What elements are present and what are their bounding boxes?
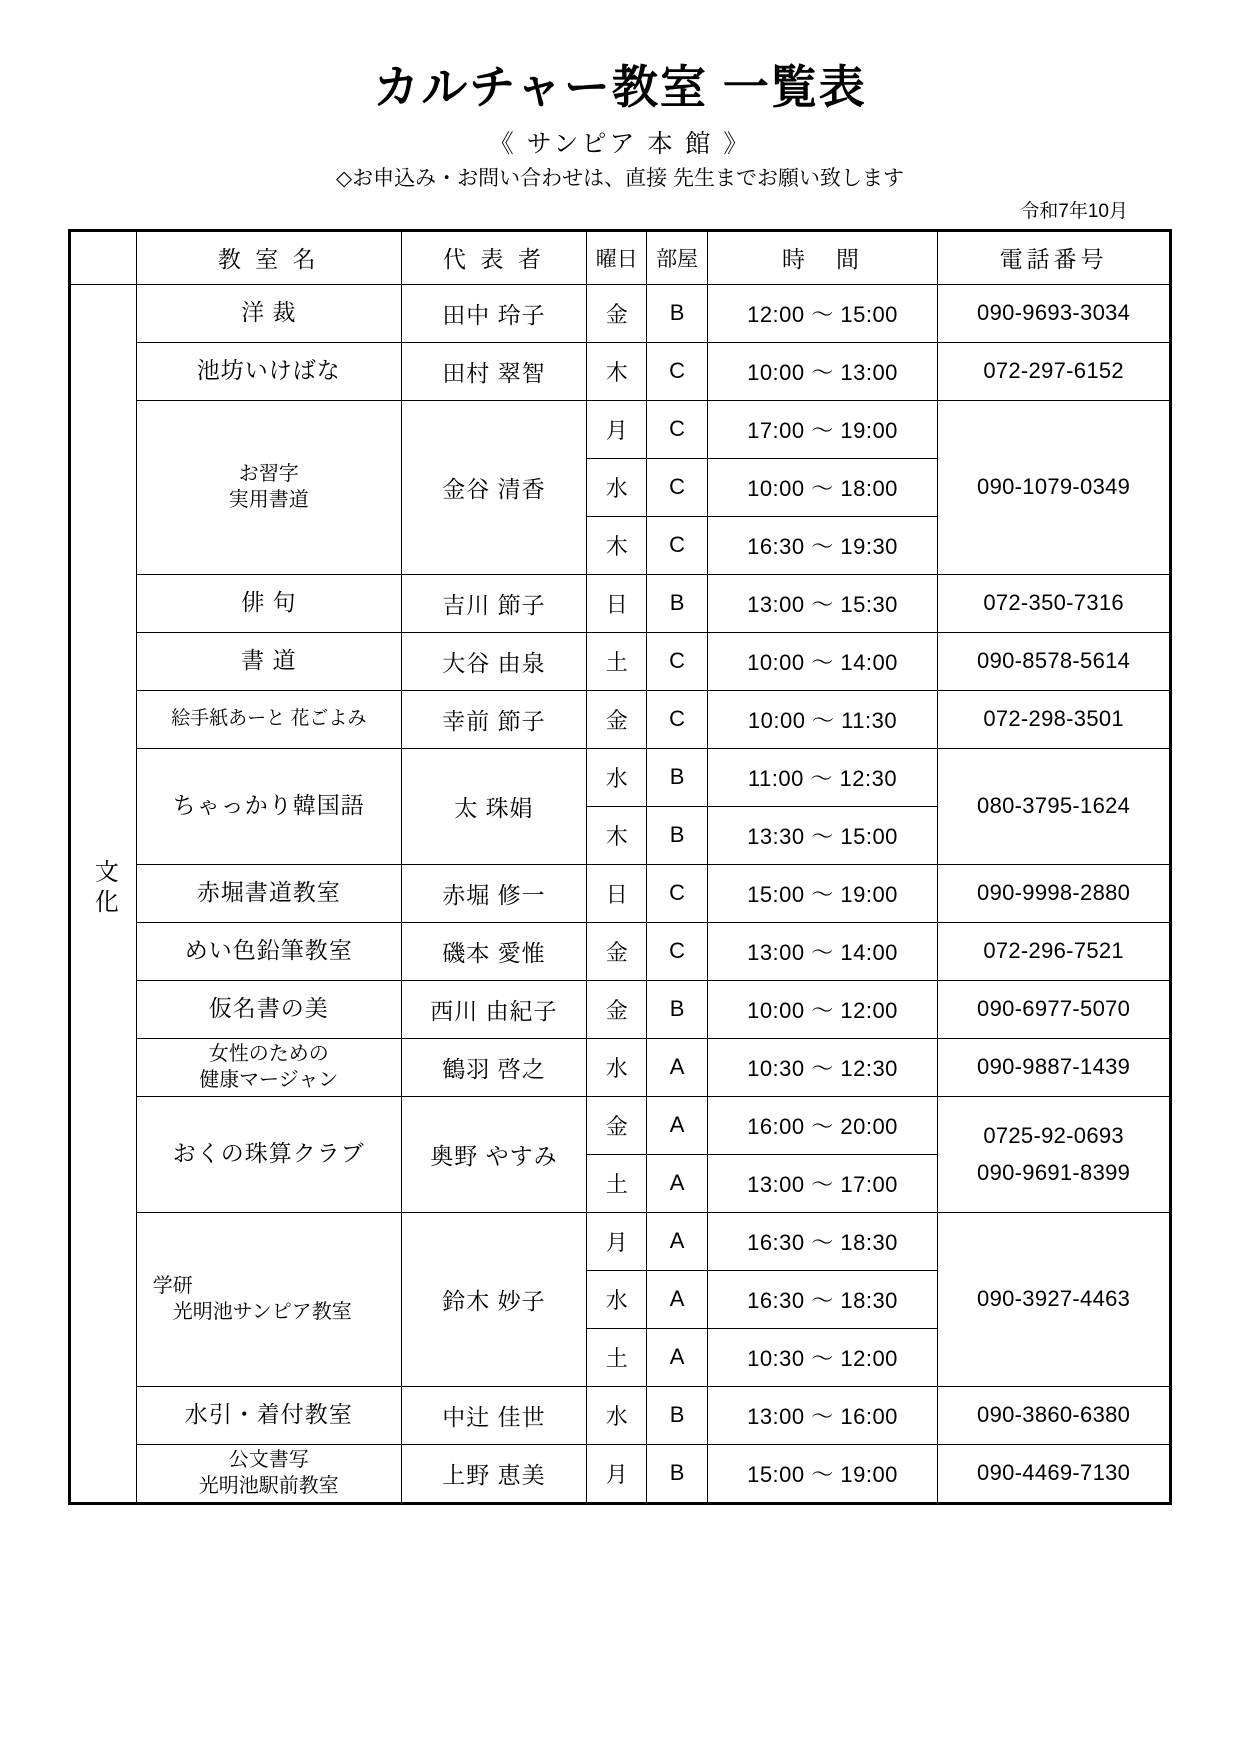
representative-cell: 奥野 やすみ: [401, 1096, 586, 1212]
representative-cell: 大谷 由泉: [401, 632, 586, 690]
venue-subtitle: 《 サンピア 本 館 》: [488, 129, 752, 158]
day-cell: 水: [587, 1038, 647, 1096]
day-cell: 金: [587, 1096, 647, 1154]
phone-cell: 0725-92-0693 090-9691-8399: [938, 1096, 1171, 1212]
table-row: [70, 980, 1171, 1038]
representative-cell: 幸前 節子: [401, 690, 586, 748]
time-cell: 15:00 ～ 19:00: [707, 864, 938, 922]
page-title: カルチャー教室 一覧表: [373, 61, 867, 113]
time-cell: 10:30 ～ 12:30: [707, 1038, 938, 1096]
table-row: [70, 1096, 1171, 1154]
category-cell: 文化: [70, 284, 137, 1503]
time-cell: 15:00 ～ 19:00: [707, 1444, 938, 1503]
day-cell: 金: [587, 980, 647, 1038]
representative-cell: 上野 恵美: [401, 1444, 586, 1503]
representative-cell: 中辻 佳世: [401, 1386, 586, 1444]
day-cell: 土: [587, 1328, 647, 1386]
phone-cell: 090-9693-3034: [938, 284, 1171, 342]
day-cell: 木: [587, 342, 647, 400]
issue-date: 令和7年10月: [1020, 200, 1128, 222]
time-cell: 16:30 ～ 18:30: [707, 1270, 938, 1328]
class-name-cell: おくの珠算クラブ: [136, 1096, 401, 1212]
phone-cell: 090-9887-1439: [938, 1038, 1171, 1096]
time-cell: 10:00 ～ 13:00: [707, 342, 938, 400]
day-cell: 月: [587, 1212, 647, 1270]
table-row: [70, 1212, 1171, 1270]
class-name-cell: 女性のための 健康マージャン: [136, 1038, 401, 1096]
room-cell: B: [647, 284, 707, 342]
day-cell: 金: [587, 690, 647, 748]
room-cell: B: [647, 1444, 707, 1503]
table-row: [70, 342, 1171, 400]
phone-cell: 090-9998-2880: [938, 864, 1171, 922]
class-name-cell: 書 道: [136, 632, 401, 690]
day-cell: 月: [587, 1444, 647, 1503]
class-schedule-table: [68, 229, 1172, 1505]
room-cell: B: [647, 748, 707, 806]
room-cell: C: [647, 400, 707, 458]
time-cell: 13:00 ～ 14:00: [707, 922, 938, 980]
room-cell: C: [647, 458, 707, 516]
room-cell: A: [647, 1212, 707, 1270]
phone-cell: 090-3927-4463: [938, 1212, 1171, 1386]
representative-cell: 田中 玲子: [401, 284, 586, 342]
day-cell: 水: [587, 748, 647, 806]
day-cell: 日: [587, 864, 647, 922]
room-cell: C: [647, 632, 707, 690]
phone-cell: 090-1079-0349: [938, 400, 1171, 574]
day-cell: 土: [587, 1154, 647, 1212]
day-cell: 水: [587, 1386, 647, 1444]
representative-cell: 赤堀 修一: [401, 864, 586, 922]
room-cell: C: [647, 922, 707, 980]
class-name-cell: お習字 実用書道: [136, 400, 401, 574]
representative-cell: 鈴木 妙子: [401, 1212, 586, 1386]
phone-cell: 090-8578-5614: [938, 632, 1171, 690]
representative-cell: 吉川 節子: [401, 574, 586, 632]
time-cell: 10:00 ～ 18:00: [707, 458, 938, 516]
column-header-representative: 代 表 者: [401, 230, 586, 284]
column-header-day: 曜日: [587, 230, 647, 284]
class-name-cell: めい色鉛筆教室: [136, 922, 401, 980]
representative-cell: 磯本 愛惟: [401, 922, 586, 980]
table-row: [70, 922, 1171, 980]
time-cell: 10:00 ～ 14:00: [707, 632, 938, 690]
time-cell: 13:30 ～ 15:00: [707, 806, 938, 864]
room-cell: C: [647, 864, 707, 922]
representative-cell: 西川 由紀子: [401, 980, 586, 1038]
class-name-cell: 俳 句: [136, 574, 401, 632]
phone-cell: 080-3795-1624: [938, 748, 1171, 864]
time-cell: 12:00 ～ 15:00: [707, 284, 938, 342]
day-cell: 木: [587, 516, 647, 574]
header-row: [70, 230, 1171, 284]
room-cell: A: [647, 1096, 707, 1154]
phone-cell: 090-4469-7130: [938, 1444, 1171, 1503]
room-cell: A: [647, 1038, 707, 1096]
table-header: [70, 230, 1171, 284]
day-cell: 水: [587, 458, 647, 516]
day-cell: 金: [587, 922, 647, 980]
time-cell: 17:00 ～ 19:00: [707, 400, 938, 458]
room-cell: C: [647, 342, 707, 400]
class-name-cell: 水引・着付教室: [136, 1386, 401, 1444]
time-cell: 10:00 ～ 11:30: [707, 690, 938, 748]
representative-cell: 金谷 清香: [401, 400, 586, 574]
day-cell: 月: [587, 400, 647, 458]
time-cell: 13:00 ～ 17:00: [707, 1154, 938, 1212]
representative-cell: 鶴羽 啓之: [401, 1038, 586, 1096]
room-cell: A: [647, 1270, 707, 1328]
contact-note: ◇お申込み・お問い合わせは、直接 先生までお願い致します: [336, 166, 904, 190]
table-row: [70, 574, 1171, 632]
column-header-room: 部屋: [647, 230, 707, 284]
time-cell: 13:00 ～ 15:30: [707, 574, 938, 632]
table-body: [70, 284, 1171, 1503]
room-cell: C: [647, 516, 707, 574]
time-cell: 16:00 ～ 20:00: [707, 1096, 938, 1154]
time-cell: 16:30 ～ 18:30: [707, 1212, 938, 1270]
table-row: [70, 748, 1171, 806]
phone-cell: 072-296-7521: [938, 922, 1171, 980]
day-cell: 日: [587, 574, 647, 632]
time-cell: 13:00 ～ 16:00: [707, 1386, 938, 1444]
class-name-cell: 学研 光明池サンピア教室: [136, 1212, 401, 1386]
representative-cell: 太 珠娟: [401, 748, 586, 864]
column-header-classname: 教 室 名: [136, 230, 401, 284]
table-row: [70, 690, 1171, 748]
phone-cell: 072-350-7316: [938, 574, 1171, 632]
room-cell: B: [647, 806, 707, 864]
phone-cell: 072-298-3501: [938, 690, 1171, 748]
table-row: [70, 864, 1171, 922]
time-cell: 10:00 ～ 12:00: [707, 980, 938, 1038]
table-row: [70, 400, 1171, 458]
room-cell: A: [647, 1328, 707, 1386]
room-cell: A: [647, 1154, 707, 1212]
table-row: [70, 1386, 1171, 1444]
class-name-cell: ちゃっかり韓国語: [136, 748, 401, 864]
room-cell: B: [647, 574, 707, 632]
day-cell: 木: [587, 806, 647, 864]
table-row: [70, 284, 1171, 342]
time-cell: 11:00 ～ 12:30: [707, 748, 938, 806]
representative-cell: 田村 翠智: [401, 342, 586, 400]
phone-cell: 072-297-6152: [938, 342, 1171, 400]
class-name-cell: 池坊いけばな: [136, 342, 401, 400]
table-row: [70, 1038, 1171, 1096]
column-header-phone: 電話番号: [938, 230, 1171, 284]
column-header-category: [70, 230, 137, 284]
class-name-cell: 絵手紙あーと 花ごよみ: [136, 690, 401, 748]
room-cell: B: [647, 980, 707, 1038]
time-cell: 16:30 ～ 19:30: [707, 516, 938, 574]
class-name-cell: 公文書写 光明池駅前教室: [136, 1444, 401, 1503]
phone-cell: 090-3860-6380: [938, 1386, 1171, 1444]
phone-cell: 090-6977-5070: [938, 980, 1171, 1038]
room-cell: B: [647, 1386, 707, 1444]
class-name-cell: 洋 裁: [136, 284, 401, 342]
day-cell: 土: [587, 632, 647, 690]
class-name-cell: 赤堀書道教室: [136, 864, 401, 922]
room-cell: C: [647, 690, 707, 748]
time-cell: 10:30 ～ 12:00: [707, 1328, 938, 1386]
day-cell: 水: [587, 1270, 647, 1328]
table-row: [70, 632, 1171, 690]
column-header-time: 時 間: [707, 230, 938, 284]
day-cell: 金: [587, 284, 647, 342]
class-name-cell: 仮名書の美: [136, 980, 401, 1038]
table-row: [70, 1444, 1171, 1503]
